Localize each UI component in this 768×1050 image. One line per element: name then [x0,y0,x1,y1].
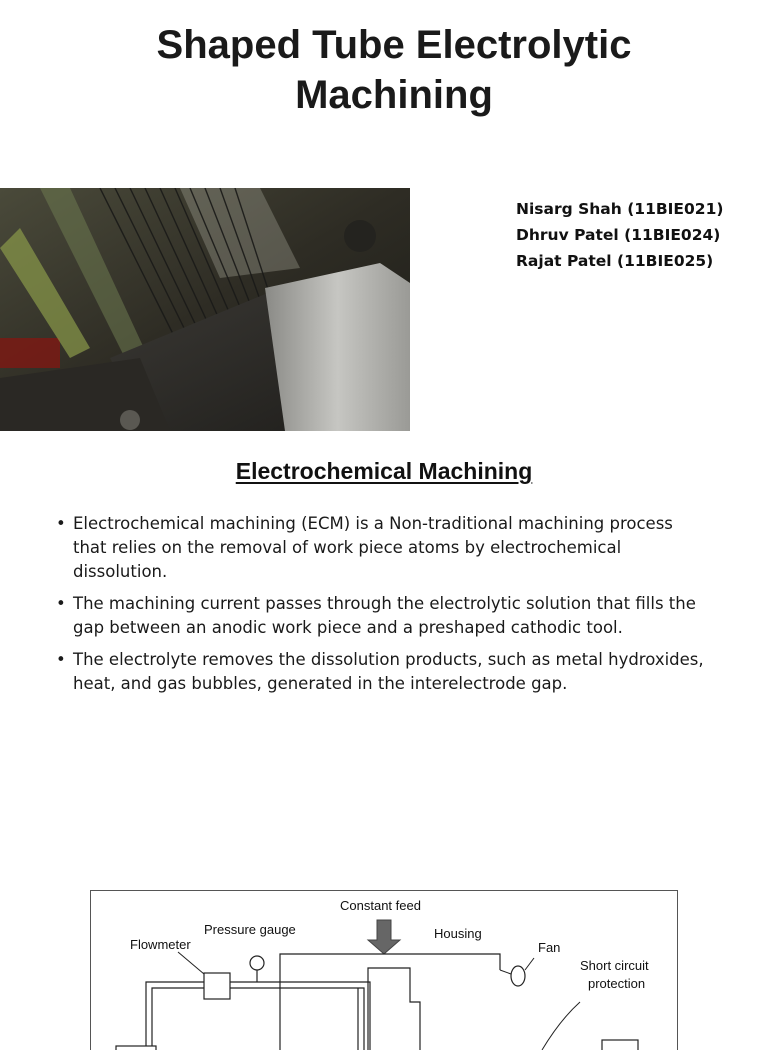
label-flowmeter: Flowmeter [130,937,191,952]
label-housing: Housing [434,926,482,941]
title-slide [0,0,768,440]
ecm-schematic-diagram [90,890,678,1050]
label-fan: Fan [538,940,560,955]
slide-title-line2: Machining [60,70,728,120]
ecm-slide [0,440,768,860]
bullet-item [56,592,706,640]
ecm-diagram-slide [0,860,768,1024]
author-2: Dhruv Patel (11BIE024) [516,222,756,248]
author-1: Nisarg Shah (11BIE021) [516,196,756,222]
bullet-list [56,512,706,704]
bullet-text: The machining current passes through the electrolytic solution that fills the gap between an anodic work piece and a preshaped cathodic tool. [73,594,696,637]
label-constant-feed: Constant feed [340,898,421,913]
author-list [516,196,756,274]
bullet-icon: • [56,592,66,616]
section-title: Electrochemical Machining [0,458,768,485]
bullet-text: Electrochemical machining (ECM) is a Non-traditional machining process that relies on the removal of work piece atoms by electrochemical dissolution. [73,514,673,581]
bullet-item [56,512,706,584]
label-short-circuit-1: Short circuit [580,958,649,973]
label-pressure-gauge: Pressure gauge [204,922,296,937]
slide-title [60,20,728,120]
bullet-icon: • [56,648,66,672]
machining-photo [0,188,410,431]
bullet-item [56,648,706,696]
bullet-icon: • [56,512,66,536]
label-short-circuit-2: protection [588,976,645,991]
slide-title-line1: Shaped Tube Electrolytic [60,20,728,70]
author-3: Rajat Patel (11BIE025) [516,248,756,274]
bullet-text: The electrolyte removes the dissolution products, such as metal hydroxides, heat, and gas bubbles, generated in the interelectrode gap. [73,650,704,693]
